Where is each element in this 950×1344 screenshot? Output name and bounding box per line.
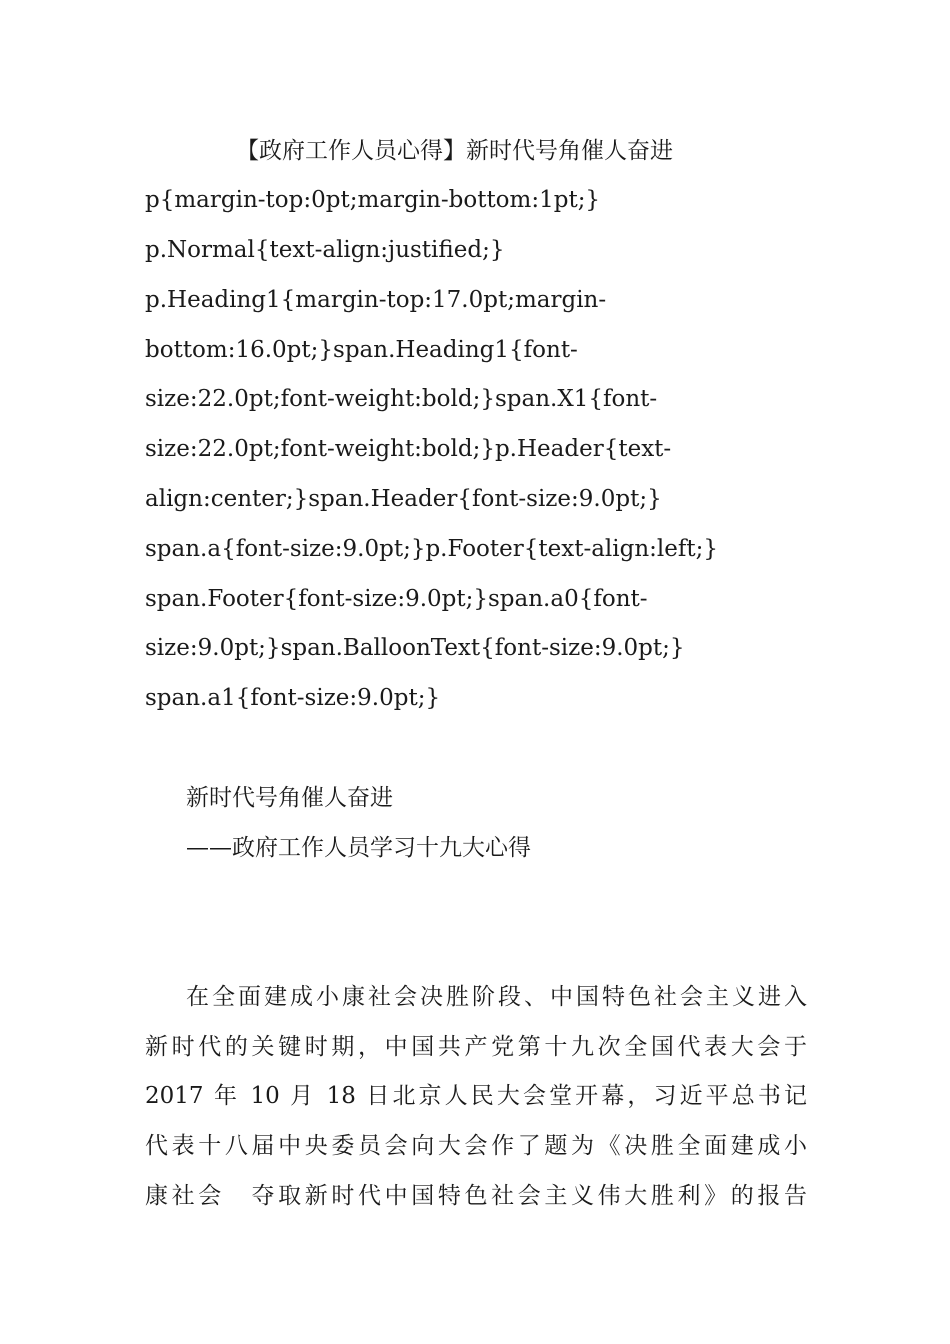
css-text-line: size:22.0pt;font-weight:bold;}p.Header{text- xyxy=(145,436,672,462)
css-text-line: size:9.0pt;}span.BalloonText{font-size:9.0pt;} xyxy=(145,635,685,661)
body-text-line: 在全面建成小康社会决胜阶段、中国特色社会主义进入 xyxy=(186,984,807,1010)
css-text-line: p.Heading1{margin-top:17.0pt;margin- xyxy=(145,287,607,313)
body-text-line: 2017 年 10 月 18 日北京人民大会堂开幕，习近平总书记 xyxy=(145,1083,807,1109)
css-text-line: p.Normal{text-align:justified;} xyxy=(145,237,505,263)
css-text-line: align:center;}span.Header{font-size:9.0pt;} xyxy=(145,486,662,512)
css-text-line: span.Footer{font-size:9.0pt;}span.a0{font- xyxy=(145,586,648,612)
css-text-line: bottom:16.0pt;}span.Heading1{font- xyxy=(145,337,578,363)
body-text-line: 新时代的关键时期，中国共产党第十九次全国代表大会于 xyxy=(145,1034,807,1060)
css-text-line: p{margin-top:0pt;margin-bottom:1pt;} xyxy=(145,187,601,213)
article-heading: 新时代号角催人奋进 xyxy=(186,785,393,811)
body-text-line: 康社会 夺取新时代中国特色社会主义伟大胜利》的报告 xyxy=(145,1183,807,1209)
css-text-line: size:22.0pt;font-weight:bold;}span.X1{font- xyxy=(145,386,658,412)
css-text-line: span.a{font-size:9.0pt;}p.Footer{text-align:left;} xyxy=(145,536,719,562)
css-text-line: span.a1{font-size:9.0pt;} xyxy=(145,685,441,711)
document-title: 【政府工作人员心得】新时代号角催人奋进 xyxy=(236,138,673,164)
body-text-line: 代表十八届中央委员会向大会作了题为《决胜全面建成小 xyxy=(145,1133,807,1159)
article-subheading: ——政府工作人员学习十九大心得 xyxy=(186,835,531,861)
